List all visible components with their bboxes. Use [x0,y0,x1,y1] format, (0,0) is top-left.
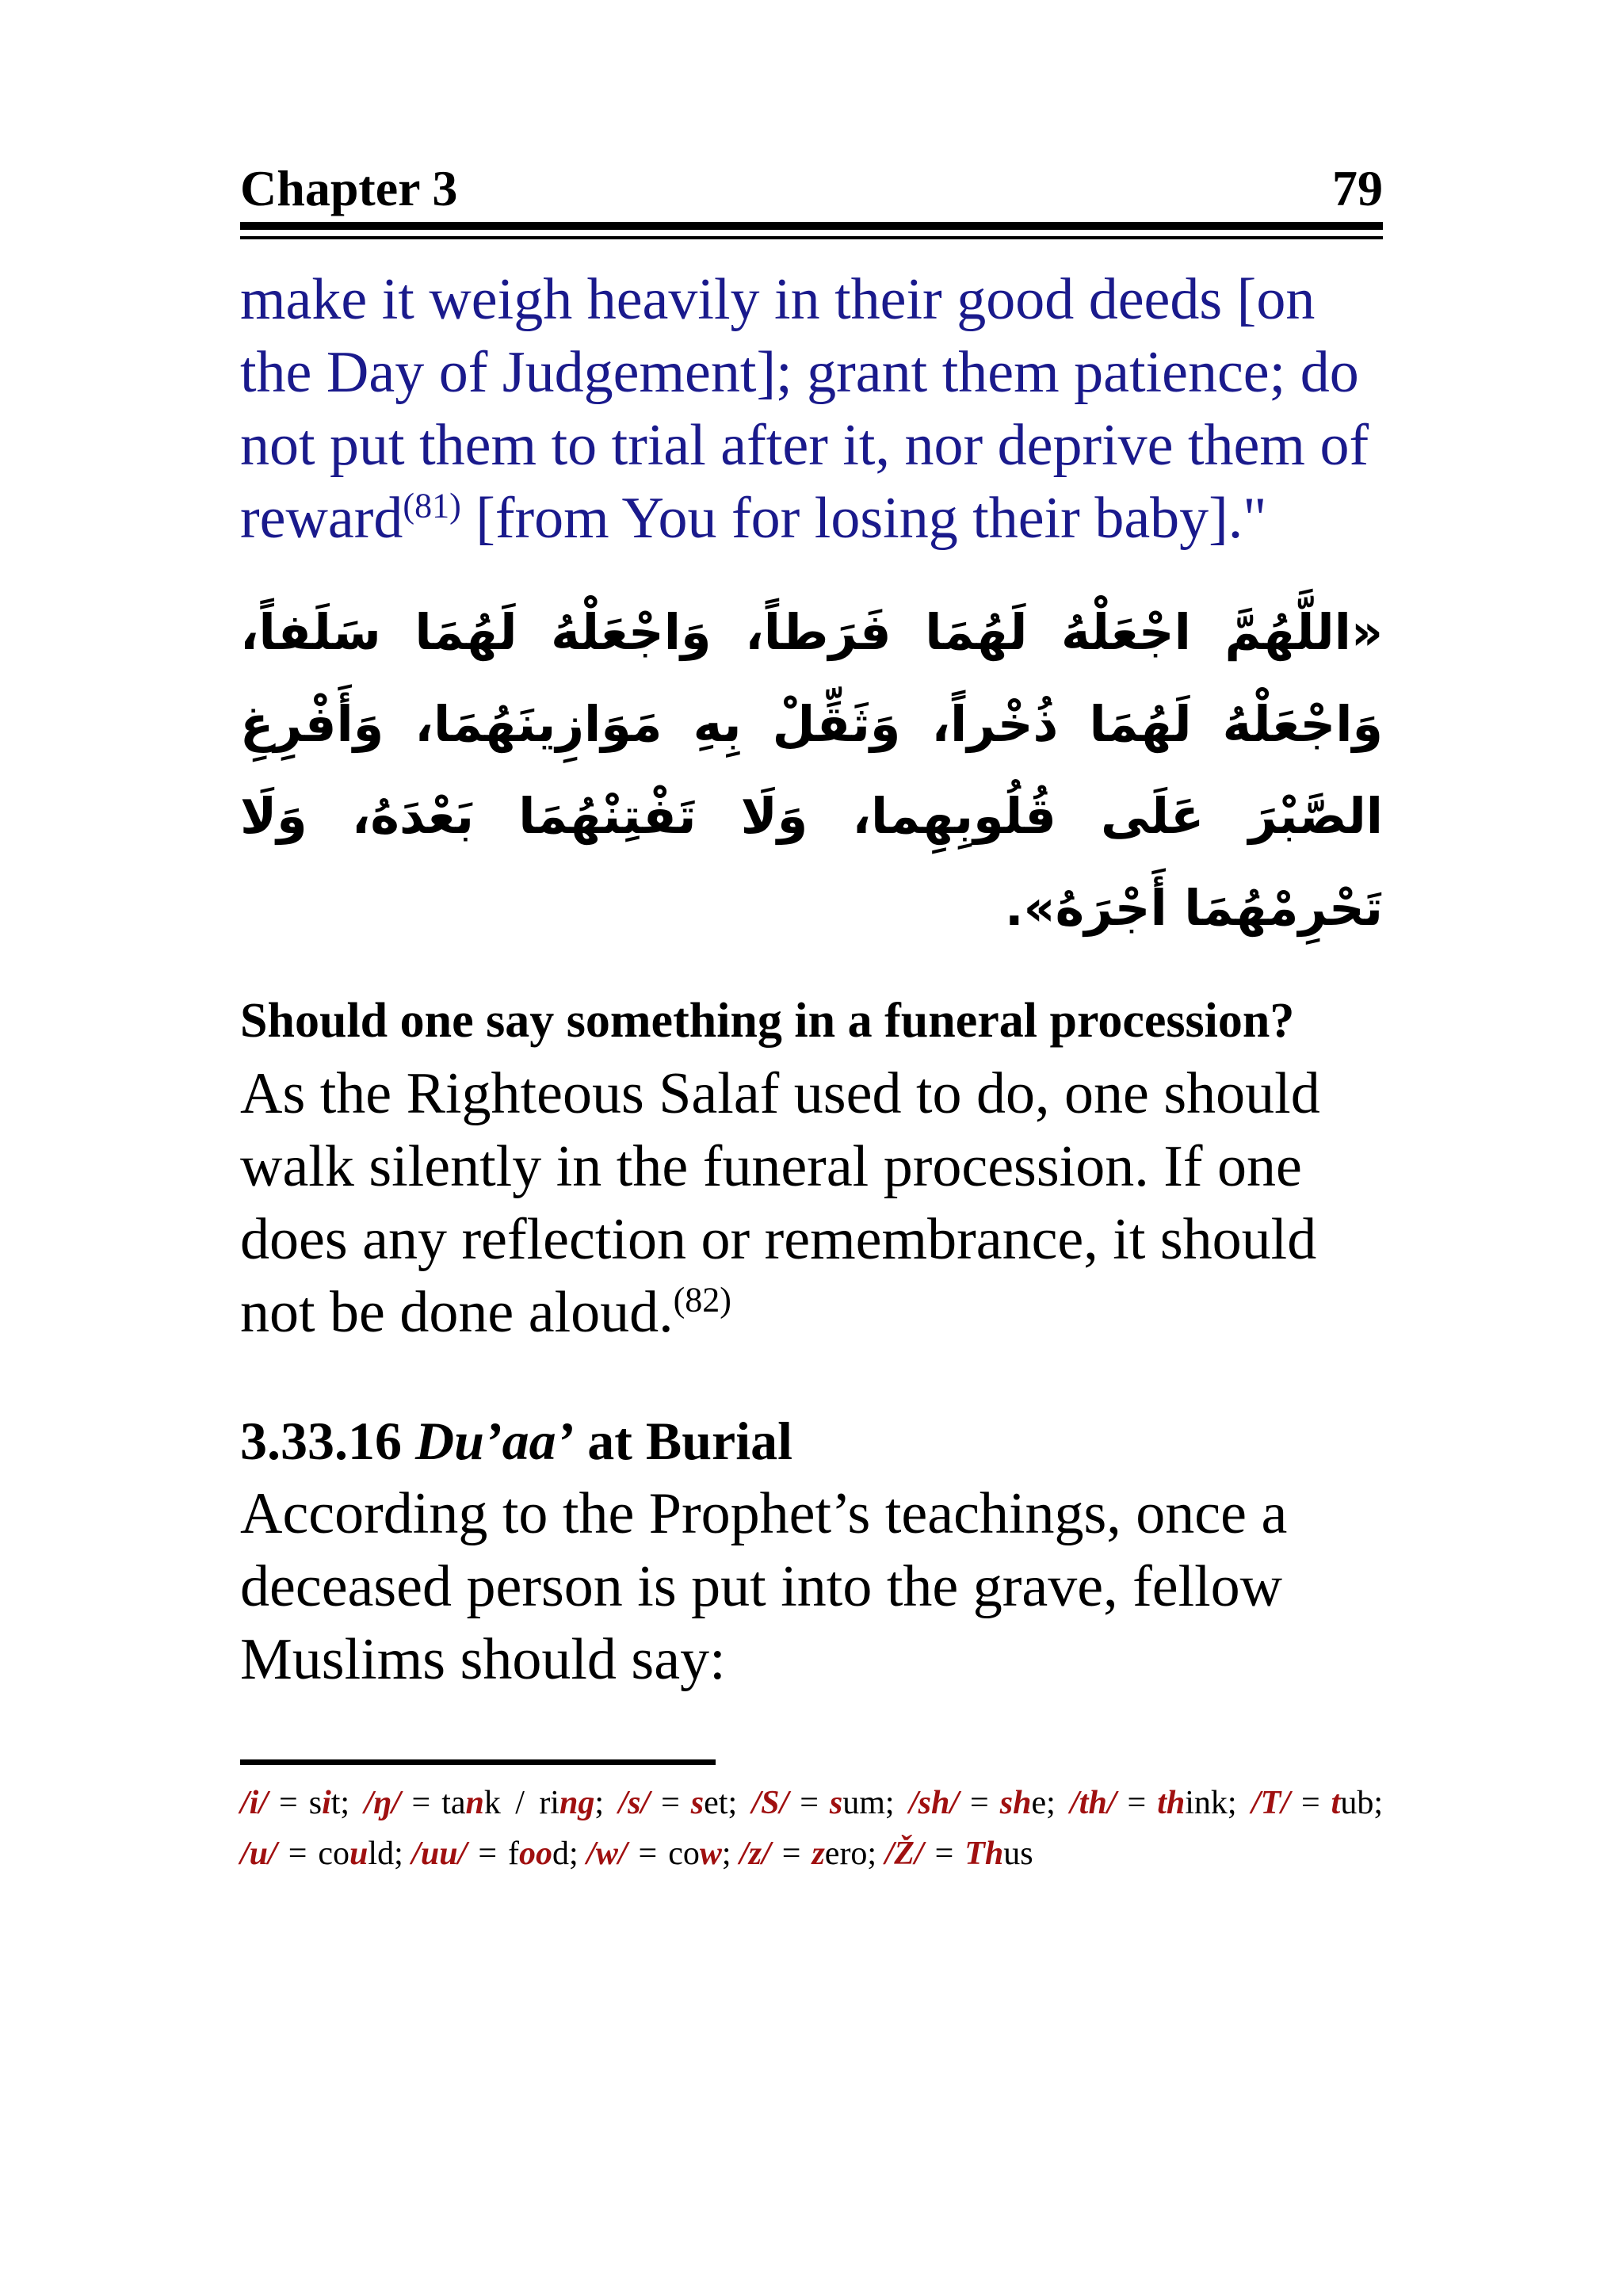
transliteration-item [411,1836,578,1872]
transliteration-item [909,1785,1056,1821]
header-rule-thick [240,222,1383,230]
section-heading-burial [240,1404,1383,1477]
example-highlight: n [465,1785,484,1821]
example-text: ld; [368,1836,403,1872]
equals-sign: = [1300,1785,1320,1821]
equals-sign: = [661,1785,680,1821]
burial-paragraph: According to the Prophet’s teachings, once a deceased person is put into the grave, fellow Muslims should say: [240,1481,1288,1692]
example-text: e; [1031,1785,1056,1821]
dua-translation [240,263,1383,555]
page-number: 79 [1332,160,1383,216]
transliteration-item [739,1836,876,1872]
example-text: co [318,1836,350,1872]
footnote-rule [240,1759,716,1765]
example-text: et; [704,1785,738,1821]
example-text: ; [721,1836,731,1872]
transliteration-item [1251,1785,1383,1821]
equals-sign: = [781,1836,801,1872]
transliteration-item [240,1785,349,1821]
transliteration-symbol: /S/ [751,1785,789,1821]
example-text: um; [842,1785,895,1821]
equals-sign: = [411,1785,431,1821]
transliteration-item [618,1785,737,1821]
dua-translation-tail: [from You for losing their baby]." [460,486,1267,551]
example-text: ero; [824,1836,877,1872]
example-highlight: u [349,1836,369,1872]
equals-sign: = [970,1785,989,1821]
equals-sign: = [800,1785,819,1821]
transliteration-symbol: /Ž/ [884,1836,924,1872]
example-highlight: th [1157,1785,1186,1821]
funeral-question-heading: Should one say something in a funeral procession? [240,994,1295,1048]
example-text: us [1003,1836,1033,1872]
transliteration-symbol: /sh/ [909,1785,960,1821]
transliteration-key [240,1778,1383,1879]
transliteration-item [885,1836,1033,1872]
example-text: ub; [1340,1785,1383,1821]
transliteration-symbol: /uu/ [411,1836,468,1872]
example-highlight: Th [964,1836,1004,1872]
transliteration-symbol: /ŋ/ [364,1785,401,1821]
equals-sign: = [934,1836,954,1872]
transliteration-symbol: /z/ [739,1836,771,1872]
section-title-italic: Du’aa’ [415,1411,575,1471]
transliteration-item [752,1785,895,1821]
transliteration-item [586,1836,731,1872]
running-header [240,151,1383,214]
transliteration-symbol: /u/ [240,1836,277,1872]
example-text: d; [552,1836,579,1872]
transliteration-item [364,1785,604,1821]
equals-sign: = [478,1836,497,1872]
example-highlight: s [829,1785,843,1821]
example-highlight: ng [559,1785,595,1821]
transliteration-symbol: /T/ [1251,1785,1290,1821]
example-highlight: oo [519,1836,552,1872]
example-text: ta [441,1785,466,1821]
example-text: f [508,1836,519,1872]
funeral-text: As the Righteous Salaf used to do, one should walk silently in the funeral procession. If one does any reflection or remembrance, it should not be done aloud. [240,1061,1320,1345]
header-rule-thin [240,236,1383,239]
example-text: ink; [1185,1785,1237,1821]
example-text: co [668,1836,700,1872]
transliteration-item [1070,1785,1236,1821]
funeral-paragraph [240,1057,1383,1349]
example-highlight: z [812,1836,825,1872]
transliteration-item [240,1836,403,1872]
example-highlight: i [322,1785,331,1821]
footnote-ref-82[interactable]: (82) [673,1280,731,1320]
arabic-dua: «اللَّهُمَّ اجْعَلْهُ لَهُمَا فَرَطاً، وَاجْعَلْهُ لَهُمَا سَلَفاً، وَاجْعَلْهُ لَهُمَا ذُخْراً، وَثَقِّلْ بِهِ مَوَازِينَهُمَا، وَأَفْرِغِ الصَّبْرَ عَلَى قُلُوبِهِما، وَلَا تَفْتِنْهُمَا بَعْدَهُ، وَلَا تَحْرِمْهُمَا أَجْرَهُ». [240,603,1383,937]
transliteration-symbol: /w/ [586,1836,628,1872]
example-highlight: w [699,1836,722,1872]
transliteration-symbol: /i/ [240,1785,269,1821]
example-text: ; [594,1785,605,1821]
example-text: t; [330,1785,350,1821]
chapter-label: Chapter 3 [240,160,458,216]
equals-sign: = [638,1836,658,1872]
example-highlight: sh [999,1785,1032,1821]
equals-sign: = [1127,1785,1147,1821]
transliteration-symbol: /th/ [1070,1785,1117,1821]
equals-sign: = [279,1785,298,1821]
transliteration-symbol: /s/ [618,1785,651,1821]
example-text: k / ri [483,1785,559,1821]
section-number: 3.33.16 [240,1411,415,1471]
example-text: s [308,1785,323,1821]
footnote-ref-81[interactable]: (81) [403,486,461,525]
example-highlight: t [1331,1785,1341,1821]
equals-sign: = [288,1836,307,1872]
book-page [240,151,1383,1879]
dua-translation-text: make it weigh heavily in their good deeds [on the Day of Judgement]; grant them patience; do not put them to trial after it, nor deprive them of reward [240,267,1369,551]
example-highlight: s [690,1785,705,1821]
section-title-rest: at Burial [574,1411,793,1471]
